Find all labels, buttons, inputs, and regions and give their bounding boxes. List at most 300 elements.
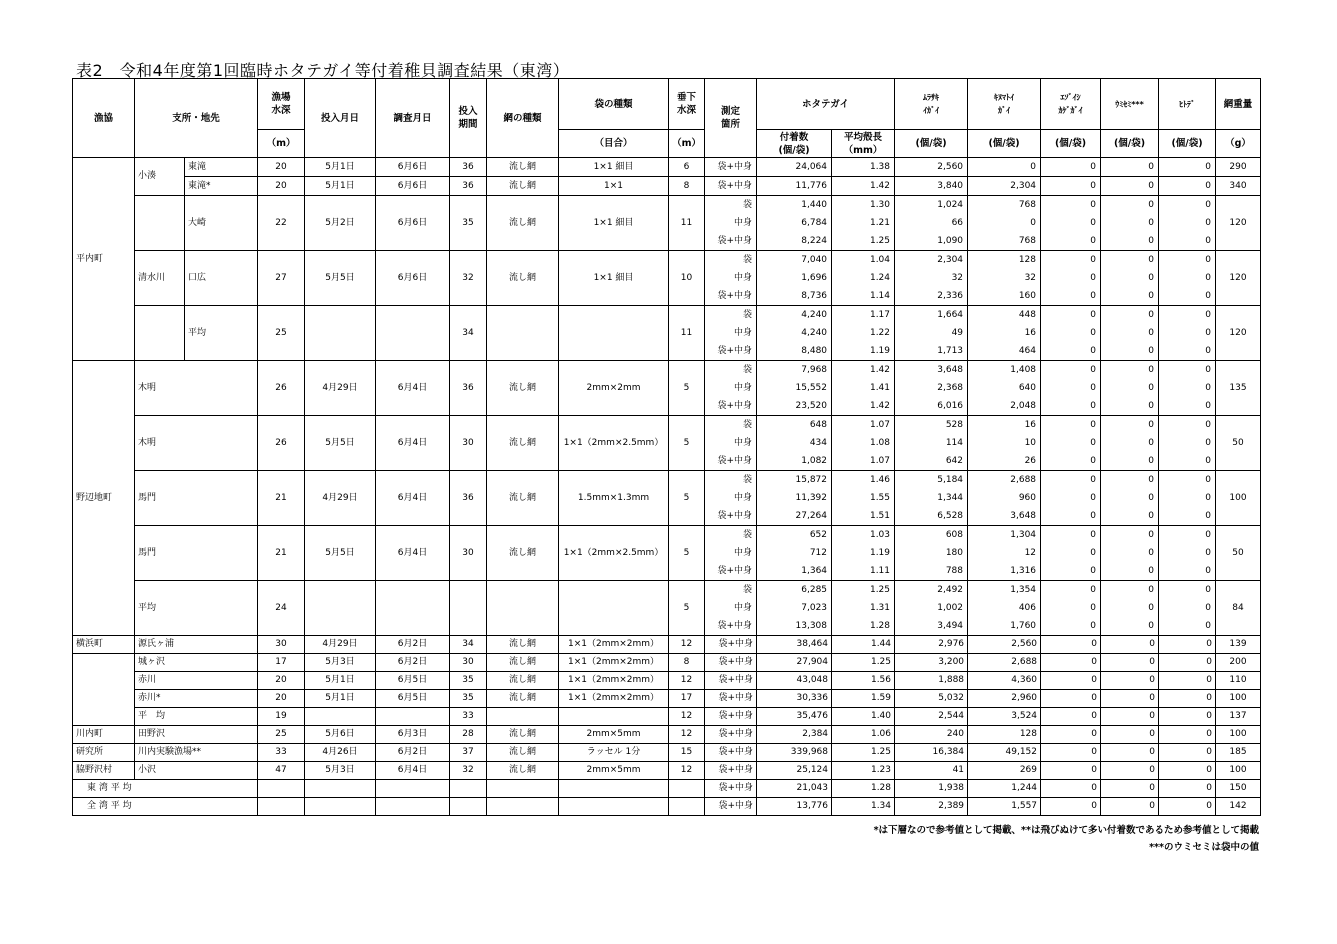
- branch-cell: 源氏ヶ浦: [135, 636, 258, 654]
- depth-cell: 20: [258, 158, 305, 177]
- branch-cell: 平 均: [135, 708, 258, 726]
- scallop-count-cell-value: 8,736: [801, 291, 828, 301]
- scallop-count-cell: [757, 251, 832, 306]
- mussel-cell-value: 32: [951, 273, 964, 283]
- starfish-cell: [1159, 416, 1216, 471]
- col-sc-cell: 2,384: [757, 726, 832, 744]
- scallop-count-cell-value: 712: [809, 548, 828, 558]
- kinumatoi-cell: [968, 526, 1041, 581]
- scallop-length-cell-value: 1.14: [869, 291, 891, 301]
- mussel-cell: [895, 581, 968, 636]
- scallop-count-cell-value: 11,776: [795, 181, 828, 191]
- kinumatoi-cell-value: 2,304: [1010, 181, 1037, 191]
- measure-cell: [705, 416, 757, 471]
- branch-cell: [135, 306, 185, 361]
- mussel-cell-value: 1,002: [937, 603, 964, 613]
- scallop-length-cell-value: 1.08: [869, 438, 891, 448]
- col-sv-cell: 6月5日: [376, 672, 450, 690]
- col-e-cell: 0: [1041, 672, 1101, 690]
- mussel-cell-value: 2,336: [937, 291, 964, 301]
- scallop-count-cell-value: 652: [809, 530, 828, 540]
- hang-depth-cell: 5: [669, 526, 705, 581]
- period-cell: 36: [450, 361, 487, 416]
- net-weight-cell: 142: [1216, 798, 1261, 816]
- starfish-cell: [1159, 306, 1216, 361]
- starfish-cell: [1159, 361, 1216, 416]
- table-row: [73, 177, 1261, 196]
- scallop-count-cell: [757, 158, 832, 177]
- col-p-cell: 37: [450, 744, 487, 762]
- header-scallop-length: 平均殻長 （mm）: [832, 130, 895, 158]
- deploy-date-cell: [305, 581, 376, 636]
- empty-cell: [376, 798, 450, 816]
- total-label: 全 湾 平 均: [73, 798, 258, 816]
- col-d-cell: 33: [258, 744, 305, 762]
- net-weight-cell: 100: [1216, 690, 1261, 708]
- scallop-length-cell-value: 1.55: [869, 493, 891, 503]
- header-fishery: 漁協: [73, 79, 135, 158]
- umisemi-cell: [1101, 177, 1159, 196]
- starfish-cell: [1159, 526, 1216, 581]
- header-unit-3: (個/袋): [1041, 130, 1101, 158]
- bag-type-cell: 2mm×2mm: [559, 361, 669, 416]
- col-bag-cell: 1×1（2mm×2mm）: [559, 690, 669, 708]
- footnote-reference: *は下層なので参考値として掲載、**は飛びぬけて多い付着数であるため参考値として掲載: [873, 825, 1259, 836]
- col-sv-cell: 6月4日: [376, 762, 450, 780]
- measure-cell-value: 袋+中身: [717, 181, 753, 191]
- mussel-cell-value: 180: [945, 548, 964, 558]
- starfish-cell: [1159, 471, 1216, 526]
- survey-date-cell: [376, 306, 450, 361]
- umisemi-cell: [1101, 306, 1159, 361]
- header-net-weight: 網重量: [1216, 79, 1261, 130]
- measure-cell-value: 中身: [734, 548, 753, 558]
- col-a-cell: 2,976: [895, 636, 968, 654]
- col-u-cell: 0: [1101, 636, 1159, 654]
- ezoishi-cell-value: 0: [1090, 365, 1097, 375]
- ezoishi-cell-value: 0: [1090, 566, 1097, 576]
- period-cell: 30: [450, 416, 487, 471]
- header-net-type: 網の種類: [487, 79, 559, 158]
- survey-date-cell: 6月4日: [376, 471, 450, 526]
- umisemi-cell-value: 0: [1148, 346, 1155, 356]
- ezoishi-cell: [1041, 158, 1101, 177]
- starfish-cell-value: 0: [1205, 548, 1212, 558]
- table-row: [73, 636, 1261, 654]
- period-cell: 34: [450, 306, 487, 361]
- net-type-cell: 流し網: [487, 361, 559, 416]
- header-ezoishi: ｴｿﾞｲｼ ｶｹﾞｶﾞｲ: [1041, 79, 1101, 130]
- col-sv-cell: [376, 708, 450, 726]
- col-p-cell: 33: [450, 708, 487, 726]
- col-net-cell: 流し網: [487, 636, 559, 654]
- table-row: [73, 196, 1261, 251]
- measure-cell: 袋+中身: [705, 780, 757, 798]
- kinumatoi-cell-value: 3,648: [1010, 511, 1037, 521]
- scallop-count-cell: [757, 177, 832, 196]
- deploy-date-cell: 5月5日: [305, 526, 376, 581]
- mussel-cell-value: 2,492: [937, 585, 964, 595]
- col-b-cell: 2,560: [968, 636, 1041, 654]
- header-scallop: ホタテガイ: [757, 79, 895, 130]
- scallop-count-cell: [757, 306, 832, 361]
- scallop-length-cell: [832, 361, 895, 416]
- col-d-cell: 30: [258, 636, 305, 654]
- col-sc-cell: 35,476: [757, 708, 832, 726]
- scallop-count-cell-value: 6,285: [801, 585, 828, 595]
- umisemi-cell-value: 0: [1148, 328, 1155, 338]
- document-title: 表2 令和4年度第1回臨時ホタテガイ等付着稚貝調査結果（東湾）: [76, 61, 570, 80]
- depth-cell: 26: [258, 361, 305, 416]
- scallop-length-cell: [832, 177, 895, 196]
- empty-cell: [450, 798, 487, 816]
- col-b-cell: 49,152: [968, 744, 1041, 762]
- period-cell: 32: [450, 251, 487, 306]
- scallop-count-cell-value: 23,520: [795, 401, 828, 411]
- deploy-date-cell: 5月2日: [305, 196, 376, 251]
- measure-cell: 袋+中身: [705, 672, 757, 690]
- empty-cell: [669, 798, 705, 816]
- col-in-cell: 5月6日: [305, 726, 376, 744]
- location-cell: 口広: [185, 251, 258, 306]
- net-weight-cell: 100: [1216, 471, 1261, 526]
- measure-cell-value: 中身: [734, 218, 753, 228]
- scallop-count-cell-value: 7,040: [801, 255, 828, 265]
- period-cell: 30: [450, 526, 487, 581]
- kinumatoi-cell-value: 1,354: [1010, 585, 1037, 595]
- table-row: [73, 251, 1261, 306]
- empty-cell: [450, 780, 487, 798]
- col-bag-cell: [559, 708, 669, 726]
- starfish-cell-value: 0: [1205, 420, 1212, 430]
- branch-cell: 田野沢: [135, 726, 258, 744]
- kinumatoi-cell: [968, 158, 1041, 177]
- survey-date-cell: 6月4日: [376, 526, 450, 581]
- ezoishi-cell-value: 0: [1090, 438, 1097, 448]
- mussel-cell-value: 3,494: [937, 621, 964, 631]
- mussel-cell-value: 1,090: [937, 236, 964, 246]
- col-e-cell: 0: [1041, 654, 1101, 672]
- starfish-cell-value: 0: [1205, 218, 1212, 228]
- table-row: [73, 471, 1261, 526]
- ezoishi-cell-value: 0: [1090, 420, 1097, 430]
- col-u-cell: 0: [1101, 690, 1159, 708]
- umisemi-cell-value: 0: [1148, 530, 1155, 540]
- period-cell: 36: [450, 177, 487, 196]
- bag-type-cell: [559, 581, 669, 636]
- net-type-cell: [487, 306, 559, 361]
- umisemi-cell-value: 0: [1148, 310, 1155, 320]
- hang-depth-cell: 10: [669, 251, 705, 306]
- scallop-count-cell-value: 11,392: [795, 493, 828, 503]
- depth-cell: 22: [258, 196, 305, 251]
- kinumatoi-cell-value: 32: [1024, 273, 1037, 283]
- header-depth-unit: （m）: [258, 130, 305, 158]
- col-b-cell: 269: [968, 762, 1041, 780]
- net-weight-cell: 110: [1216, 672, 1261, 690]
- hang-depth-cell: 5: [669, 581, 705, 636]
- umisemi-cell-value: 0: [1148, 456, 1155, 466]
- umisemi-cell-value: 0: [1148, 621, 1155, 631]
- hang-depth-cell: 5: [669, 471, 705, 526]
- branch-cell: 川内実験漁場**: [135, 744, 258, 762]
- total-h-cell: 0: [1159, 780, 1216, 798]
- col-net-cell: [487, 708, 559, 726]
- branch-cell: 馬門: [135, 471, 258, 526]
- header-measure: 測定 箇所: [705, 79, 757, 158]
- survey-date-cell: 6月6日: [376, 196, 450, 251]
- col-sl-cell: 1.25: [832, 654, 895, 672]
- col-bag-cell: 1×1（2mm×2mm）: [559, 636, 669, 654]
- measure-cell: [705, 196, 757, 251]
- scallop-length-cell-value: 1.38: [869, 162, 891, 172]
- header-scallop-count: 付着数 (個/袋): [757, 130, 832, 158]
- survey-date-cell: 6月4日: [376, 361, 450, 416]
- branch-cell: 城ヶ沢: [135, 654, 258, 672]
- col-u-cell: 0: [1101, 654, 1159, 672]
- ezoishi-cell-value: 0: [1090, 383, 1097, 393]
- col-in-cell: 5月3日: [305, 762, 376, 780]
- measure-cell-value: 袋+中身: [717, 291, 753, 301]
- ezoishi-cell-value: 0: [1090, 310, 1097, 320]
- col-h-cell: 0: [1159, 726, 1216, 744]
- col-d-cell: 20: [258, 672, 305, 690]
- col-u-cell: 0: [1101, 762, 1159, 780]
- hang-depth-cell: 6: [669, 158, 705, 177]
- scallop-length-cell: [832, 251, 895, 306]
- starfish-cell-value: 0: [1205, 566, 1212, 576]
- col-hd-cell: 12: [669, 708, 705, 726]
- depth-cell: 25: [258, 306, 305, 361]
- ezoishi-cell-value: 0: [1090, 401, 1097, 411]
- col-b-cell: 3,524: [968, 708, 1041, 726]
- col-sl-cell: 1.56: [832, 672, 895, 690]
- umisemi-cell-value: 0: [1148, 438, 1155, 448]
- ezoishi-cell-value: 0: [1090, 346, 1097, 356]
- table-row: [73, 654, 1261, 672]
- scallop-length-cell-value: 1.46: [869, 475, 891, 485]
- measure-cell: [705, 177, 757, 196]
- col-in-cell: 5月3日: [305, 654, 376, 672]
- scallop-length-cell-value: 1.04: [869, 255, 891, 265]
- table-row: [73, 672, 1261, 690]
- net-weight-cell: 137: [1216, 708, 1261, 726]
- umisemi-cell-value: 0: [1148, 420, 1155, 430]
- measure-cell: 袋+中身: [705, 636, 757, 654]
- branch-cell: 木明: [135, 416, 258, 471]
- ezoishi-cell: [1041, 526, 1101, 581]
- scallop-length-cell: [832, 196, 895, 251]
- scallop-count-cell: [757, 526, 832, 581]
- scallop-length-cell-value: 1.07: [869, 456, 891, 466]
- deploy-date-cell: 4月29日: [305, 471, 376, 526]
- footnote-umisemi: ***のウミセミは袋中の値: [1149, 842, 1259, 853]
- col-e-cell: 0: [1041, 690, 1101, 708]
- scallop-length-cell-value: 1.24: [869, 273, 891, 283]
- mussel-cell: [895, 251, 968, 306]
- scallop-count-cell-value: 24,064: [795, 162, 828, 172]
- bag-type-cell: 1×1 細目: [559, 251, 669, 306]
- col-a-cell: 3,200: [895, 654, 968, 672]
- measure-cell-value: 中身: [734, 493, 753, 503]
- umisemi-cell-value: 0: [1148, 383, 1155, 393]
- scallop-count-cell-value: 4,240: [801, 328, 828, 338]
- starfish-cell-value: 0: [1205, 401, 1212, 411]
- col-h-cell: 0: [1159, 654, 1216, 672]
- ezoishi-cell-value: 0: [1090, 475, 1097, 485]
- branch-cell: 小沢: [135, 762, 258, 780]
- ezoishi-cell: [1041, 196, 1101, 251]
- starfish-cell-value: 0: [1205, 603, 1212, 613]
- period-cell: [450, 581, 487, 636]
- measure-cell-value: 袋: [743, 530, 753, 540]
- starfish-cell-value: 0: [1205, 236, 1212, 246]
- starfish-cell-value: 0: [1205, 456, 1212, 466]
- measure-cell-value: 袋: [743, 420, 753, 430]
- col-u-cell: 0: [1101, 726, 1159, 744]
- col-b-cell: 4,360: [968, 672, 1041, 690]
- table-row: [73, 306, 1261, 361]
- scallop-count-cell-value: 8,480: [801, 346, 828, 356]
- header-survey-date: 調査月日: [376, 79, 450, 158]
- kinumatoi-cell-value: 2,688: [1010, 475, 1037, 485]
- mussel-cell: [895, 361, 968, 416]
- mussel-cell: [895, 177, 968, 196]
- scallop-length-cell-value: 1.42: [869, 365, 891, 375]
- total-u-cell: 0: [1101, 798, 1159, 816]
- net-weight-cell: 120: [1216, 251, 1261, 306]
- scallop-length-cell-value: 1.30: [869, 200, 891, 210]
- measure-cell-value: 袋: [743, 365, 753, 375]
- total-row: [73, 780, 1261, 798]
- col-sl-cell: 1.40: [832, 708, 895, 726]
- branch-cell: 木明: [135, 361, 258, 416]
- table-row: [73, 726, 1261, 744]
- header-depth: 漁場 水深: [258, 79, 305, 130]
- table-row: [73, 361, 1261, 416]
- ezoishi-cell: [1041, 306, 1101, 361]
- scallop-count-cell: [757, 361, 832, 416]
- measure-cell: 袋+中身: [705, 798, 757, 816]
- col-sc-cell: 43,048: [757, 672, 832, 690]
- col-p-cell: 32: [450, 762, 487, 780]
- empty-cell: [258, 780, 305, 798]
- starfish-cell: [1159, 251, 1216, 306]
- col-hd-cell: 12: [669, 636, 705, 654]
- measure-cell: 袋+中身: [705, 744, 757, 762]
- kinumatoi-cell-value: 1,760: [1010, 621, 1037, 631]
- fishery-cell: 野辺地町: [73, 361, 135, 636]
- hang-depth-cell: 11: [669, 306, 705, 361]
- fishery-cell: [73, 654, 135, 726]
- net-weight-cell: 150: [1216, 780, 1261, 798]
- mussel-cell-value: 66: [951, 218, 964, 228]
- scallop-length-cell-value: 1.07: [869, 420, 891, 430]
- table-row: [73, 744, 1261, 762]
- scallop-count-cell-value: 13,308: [795, 621, 828, 631]
- col-h-cell: 0: [1159, 690, 1216, 708]
- col-d-cell: 20: [258, 690, 305, 708]
- col-h-cell: 0: [1159, 672, 1216, 690]
- umisemi-cell-value: 0: [1148, 365, 1155, 375]
- deploy-date-cell: [305, 306, 376, 361]
- scallop-length-cell-value: 1.28: [869, 621, 891, 631]
- kinumatoi-cell-value: 26: [1024, 456, 1037, 466]
- umisemi-cell: [1101, 251, 1159, 306]
- col-d-cell: 25: [258, 726, 305, 744]
- starfish-cell-value: 0: [1205, 346, 1212, 356]
- bag-type-cell: 1×1 細目: [559, 158, 669, 177]
- scallop-length-cell-value: 1.31: [869, 603, 891, 613]
- kinumatoi-cell-value: 10: [1024, 438, 1037, 448]
- scallop-count-cell: [757, 196, 832, 251]
- measure-cell: 袋+中身: [705, 708, 757, 726]
- umisemi-cell: [1101, 526, 1159, 581]
- starfish-cell-value: 0: [1205, 273, 1212, 283]
- col-b-cell: 2,960: [968, 690, 1041, 708]
- mussel-cell: [895, 416, 968, 471]
- header-hang-depth: 垂下 水深: [669, 79, 705, 130]
- net-weight-cell: 185: [1216, 744, 1261, 762]
- col-net-cell: 流し網: [487, 690, 559, 708]
- measure-cell-value: 袋+中身: [717, 236, 753, 246]
- col-bag-cell: 1×1（2mm×2mm）: [559, 672, 669, 690]
- ezoishi-cell-value: 0: [1090, 548, 1097, 558]
- header-deploy-date: 投入月日: [305, 79, 376, 158]
- fishery-cell: 平内町: [73, 158, 135, 361]
- bag-type-cell: 1×1（2mm×2.5mm）: [559, 416, 669, 471]
- deploy-date-cell: 5月1日: [305, 158, 376, 177]
- ezoishi-cell-value: 0: [1090, 218, 1097, 228]
- scallop-length-cell-value: 1.42: [869, 181, 891, 191]
- scallop-length-cell-value: 1.22: [869, 328, 891, 338]
- measure-cell-value: 袋: [743, 200, 753, 210]
- empty-cell: [258, 798, 305, 816]
- col-b-cell: 128: [968, 726, 1041, 744]
- net-weight-cell: 120: [1216, 306, 1261, 361]
- starfish-cell-value: 0: [1205, 181, 1212, 191]
- scallop-length-cell: [832, 526, 895, 581]
- starfish-cell: [1159, 196, 1216, 251]
- scallop-length-cell-value: 1.51: [869, 511, 891, 521]
- col-a-cell: 5,032: [895, 690, 968, 708]
- col-e-cell: 0: [1041, 726, 1101, 744]
- kinumatoi-cell: [968, 251, 1041, 306]
- umisemi-cell: [1101, 196, 1159, 251]
- kinumatoi-cell: [968, 177, 1041, 196]
- mussel-cell-value: 6,016: [937, 401, 964, 411]
- scallop-count-cell-value: 15,552: [795, 383, 828, 393]
- net-type-cell: 流し網: [487, 158, 559, 177]
- mussel-cell-value: 5,184: [937, 475, 964, 485]
- col-in-cell: 4月29日: [305, 636, 376, 654]
- umisemi-cell: [1101, 361, 1159, 416]
- scallop-count-cell-value: 1,440: [801, 200, 828, 210]
- net-weight-cell: 100: [1216, 762, 1261, 780]
- kinumatoi-cell: [968, 196, 1041, 251]
- total-b-cell: 1,244: [968, 780, 1041, 798]
- net-type-cell: 流し網: [487, 196, 559, 251]
- scallop-count-cell-value: 1,696: [801, 273, 828, 283]
- col-p-cell: 30: [450, 654, 487, 672]
- scallop-count-cell-value: 15,872: [795, 475, 828, 485]
- scallop-count-cell-value: 27,264: [795, 511, 828, 521]
- header-unit-2: (個/袋): [968, 130, 1041, 158]
- scallop-count-cell-value: 434: [809, 438, 828, 448]
- kinumatoi-cell-value: 2,048: [1010, 401, 1037, 411]
- measure-cell: [705, 471, 757, 526]
- col-sl-cell: 1.23: [832, 762, 895, 780]
